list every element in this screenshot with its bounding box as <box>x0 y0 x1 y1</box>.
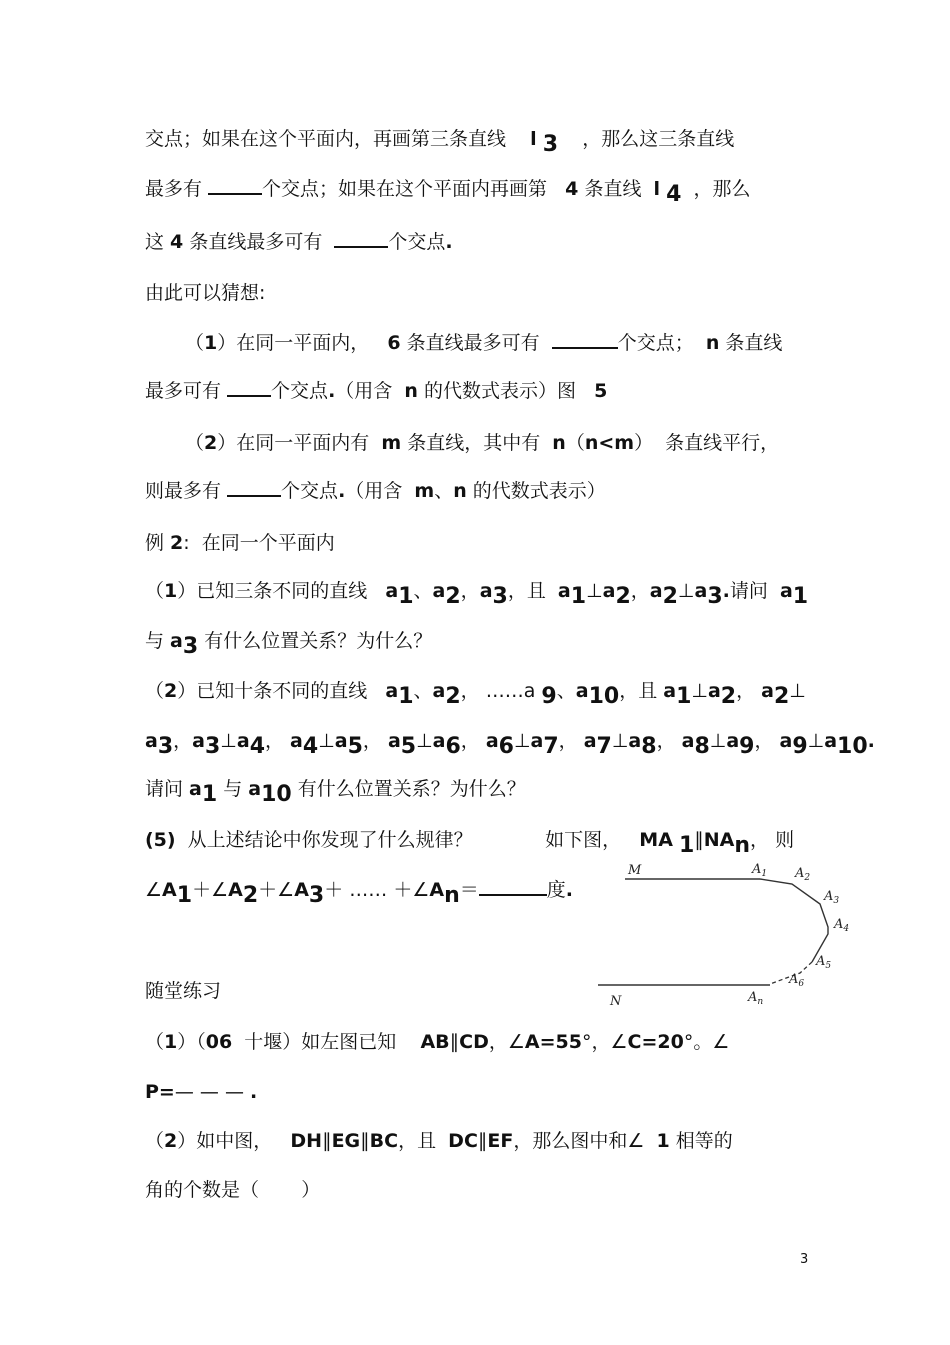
label-A1: $A_1$ <box>752 862 768 879</box>
text-line-2: 最多有 个交点；如果在这个平面内再画第 4 条直线 l 4 ，那么 <box>145 178 751 207</box>
text-line-6: 最多可有 个交点.（用含 n 的代数式表示）图 5 <box>145 380 608 402</box>
text-line-1: 交点；如果在这个平面内，再画第三条直线 l 3 ，那么这三条直线 <box>145 128 735 157</box>
label-A4: $A_4$ <box>834 917 850 934</box>
text-line-13: a3，a3⊥a4， a4⊥a5， a5⊥a6， a6⊥a7， a7⊥a8， a8⊥a9， a9⊥a10. <box>145 730 875 759</box>
polyline-A1-A5 <box>760 879 828 962</box>
answer-blank[interactable] <box>334 230 388 248</box>
label-M: M <box>628 863 642 878</box>
answer-blank[interactable] <box>479 878 547 896</box>
text-line-11: 与 a3 有什么位置关系？为什么？ <box>145 630 433 659</box>
text-line-16: ∠A1＋∠A2＋∠A3＋ …… ＋∠An＝ 度. <box>145 879 573 908</box>
text-line-18: （1）（06 十堰）如左图已知 AB∥CD，∠A=55°，∠C=20°。∠ <box>145 1031 730 1053</box>
label-A6: $A_6$ <box>789 972 805 989</box>
text-line-15: (5) 从上述结论中你发现了什么规律？ 如下图， MA 1∥NAn， 则 <box>145 829 795 858</box>
text-line-4: 由此可以猜想: <box>145 282 266 304</box>
text-line-14: 请问 a1 与 a10 有什么位置关系？为什么？ <box>145 778 526 807</box>
label-An: $A_n$ <box>748 990 764 1007</box>
text-line-10: （1）已知三条不同的直线 a1、a2，a3，且 a1⊥a2，a2⊥a3.请问 a1 <box>145 580 809 609</box>
text-line-19: P=— — — . <box>145 1081 258 1103</box>
text-line-7: （2）在同一平面内有 m 条直线，其中有 n（n<m） 条直线平行， <box>185 432 780 454</box>
text-line-17: 随堂练习 <box>145 980 222 1002</box>
answer-blank[interactable] <box>552 331 618 349</box>
dashed-A5-An <box>770 962 812 984</box>
text-line-21: 角的个数是（ ） <box>145 1179 321 1201</box>
label-A3: $A_3$ <box>824 889 840 906</box>
label-A2: $A_2$ <box>795 866 811 883</box>
answer-blank[interactable] <box>227 379 271 397</box>
label-N: N <box>610 994 622 1009</box>
text-line-8: 则最多有 个交点.（用含 m、n 的代数式表示） <box>145 480 606 502</box>
label-A5: $A_5$ <box>816 954 832 971</box>
text-line-5: （1）在同一平面内， 6 条直线最多可有 个交点； n 条直线 <box>185 332 783 354</box>
text-line-3: 这 4 条直线最多可有 个交点. <box>145 231 453 253</box>
page-number: 3 <box>800 1252 809 1267</box>
answer-blank[interactable] <box>227 479 281 497</box>
text-line-9: 例 2: 在同一个平面内 <box>145 532 335 554</box>
text-line-12: （2）已知十条不同的直线 a1、a2， ……a 9、a10，且 a1⊥a2， a2⊥ <box>145 680 806 709</box>
text-line-20: （2）如中图， DH∥EG∥BC，且 DC∥EF，那么图中和∠ 1 相等的 <box>145 1130 733 1152</box>
answer-blank[interactable] <box>208 177 262 195</box>
